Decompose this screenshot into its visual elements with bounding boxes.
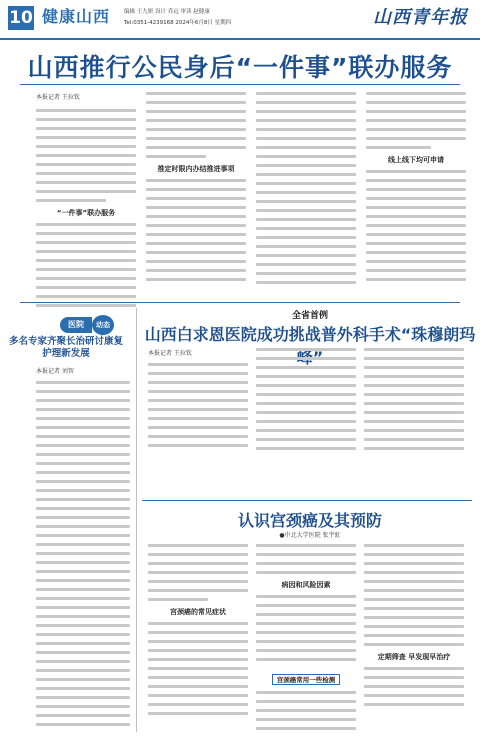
text-line — [36, 678, 130, 681]
editor-credits: 编辑 王九妍 设计 乔远 审读 赵健康 — [124, 9, 210, 15]
text-line — [364, 562, 464, 565]
text-line — [36, 426, 130, 429]
text-line — [366, 269, 466, 272]
text-line — [366, 179, 466, 182]
text-line — [36, 624, 130, 627]
text-line — [256, 571, 356, 574]
text-line — [146, 128, 246, 131]
text-line — [256, 709, 356, 712]
text-line — [364, 544, 464, 547]
text-line — [36, 286, 136, 289]
text-line — [256, 438, 356, 441]
text-line — [148, 390, 248, 393]
text-line — [256, 164, 356, 167]
article1-subhead-3: 线上线下均可申请 — [388, 156, 444, 164]
text-line — [364, 571, 464, 574]
text-line — [256, 254, 356, 257]
text-line — [256, 272, 356, 275]
text-line — [148, 408, 248, 411]
headline-rule — [20, 84, 460, 85]
text-line — [36, 633, 130, 636]
text-line — [366, 260, 466, 263]
text-line — [146, 233, 246, 236]
text-line — [36, 154, 136, 157]
text-line — [148, 426, 248, 429]
text-line — [148, 363, 248, 366]
text-line — [146, 155, 206, 158]
text-line — [366, 146, 431, 149]
text-line — [256, 411, 356, 414]
text-line — [256, 640, 356, 643]
article3-kicker: 全省首例 — [291, 311, 328, 321]
text-line — [36, 561, 130, 564]
text-line — [366, 233, 466, 236]
article4-col-1 — [148, 544, 248, 721]
text-line — [256, 236, 356, 239]
text-line — [36, 507, 130, 510]
text-line — [256, 200, 356, 203]
text-line — [146, 242, 246, 245]
article3-col-2 — [256, 348, 356, 456]
text-line — [364, 375, 464, 378]
text-line — [256, 348, 356, 351]
text-line — [36, 109, 136, 112]
text-line — [36, 277, 136, 280]
text-line — [364, 685, 464, 688]
text-line — [256, 375, 356, 378]
text-line — [36, 136, 136, 139]
article4-subhead-1: 宫颈癌的常见症状 — [170, 608, 226, 616]
text-line — [36, 606, 130, 609]
text-line — [146, 251, 246, 254]
text-line — [148, 622, 248, 625]
article1-col-2 — [146, 92, 246, 287]
text-line — [256, 553, 356, 556]
badge-label-right: 动态 — [92, 315, 114, 335]
text-line — [36, 417, 130, 420]
article1-col-1 — [36, 92, 136, 313]
article3-col-1 — [148, 348, 248, 453]
text-line — [148, 703, 248, 706]
text-line — [256, 595, 356, 598]
text-line — [256, 137, 356, 140]
page-header — [0, 0, 480, 40]
text-line — [364, 643, 464, 646]
text-line — [256, 182, 356, 185]
text-line — [36, 687, 130, 690]
text-line — [364, 357, 464, 360]
badge-label-left: 医院 — [60, 317, 92, 333]
text-line — [256, 263, 356, 266]
text-line — [146, 110, 246, 113]
text-line — [256, 128, 356, 131]
text-line — [36, 304, 136, 307]
text-line — [256, 393, 356, 396]
text-line — [36, 615, 130, 618]
text-line — [366, 242, 466, 245]
column-divider — [136, 308, 137, 732]
text-line — [36, 118, 136, 121]
text-line — [364, 703, 464, 706]
article3-byline: 本报记者 王拉钦 — [148, 350, 192, 357]
text-line — [148, 571, 248, 574]
article2-body — [36, 366, 130, 732]
text-line — [364, 348, 464, 351]
article4-boxed-subhead: 宫颈癌常用一些检测 — [272, 674, 341, 685]
text-line — [148, 372, 248, 375]
article4-headline: 认识宫颈癌及其预防 — [237, 511, 382, 530]
text-line — [366, 215, 466, 218]
text-line — [256, 631, 356, 634]
text-line — [36, 408, 130, 411]
text-line — [364, 589, 464, 592]
text-line — [366, 119, 466, 122]
headline-main: 山西推行公民身后“一件事”联办服务 — [27, 53, 453, 82]
text-line — [364, 616, 464, 619]
text-line — [148, 399, 248, 402]
text-line — [364, 580, 464, 583]
article1-subhead-1: “一件事”联办服务 — [56, 209, 116, 217]
text-line — [148, 580, 248, 583]
text-line — [256, 281, 356, 284]
article2-headline: 多名专家齐聚长治研讨康复护理新发展 — [8, 336, 123, 359]
text-line — [256, 544, 356, 547]
text-line — [148, 676, 248, 679]
text-line — [256, 718, 356, 721]
text-line — [366, 197, 466, 200]
text-line — [148, 553, 248, 556]
text-line — [146, 137, 246, 140]
text-line — [36, 399, 130, 402]
text-line — [366, 188, 466, 191]
text-line — [148, 694, 248, 697]
text-line — [256, 245, 356, 248]
text-line — [146, 269, 246, 272]
text-line — [148, 435, 248, 438]
text-line — [256, 604, 356, 607]
article3-headline: 山西白求恩医院成功挑战普外科手术“珠穆朗玛 — [144, 325, 476, 344]
text-line — [256, 700, 356, 703]
text-line — [146, 146, 246, 149]
text-line — [256, 119, 356, 122]
text-line — [36, 127, 136, 130]
text-line — [36, 579, 130, 582]
text-line — [256, 613, 356, 616]
article4-subhead-3: 定期筛查 早发现早治疗 — [377, 653, 451, 661]
text-line — [36, 489, 130, 492]
text-line — [256, 562, 356, 565]
text-line — [366, 92, 466, 95]
text-line — [364, 667, 464, 670]
hospital-news-badge — [60, 315, 124, 335]
text-line — [256, 622, 356, 625]
text-line — [36, 723, 130, 726]
text-line — [36, 570, 130, 573]
text-line — [148, 631, 248, 634]
text-line — [366, 110, 466, 113]
text-line — [36, 534, 130, 537]
text-line — [148, 658, 248, 661]
text-line — [36, 250, 136, 253]
text-line — [36, 660, 130, 663]
article1-subhead-2: 推定时限内办结推进事项 — [157, 165, 235, 173]
text-line — [366, 101, 466, 104]
text-line — [36, 444, 130, 447]
text-line — [36, 651, 130, 654]
boxed-subhead-wrap — [256, 667, 356, 686]
section-divider — [20, 302, 460, 303]
article4-subhead-2: 病因和风险因素 — [281, 581, 331, 589]
newspaper-masthead: 山西青年报 — [373, 7, 468, 28]
text-line — [36, 223, 136, 226]
text-line — [36, 172, 136, 175]
text-line — [256, 649, 356, 652]
text-line — [36, 390, 130, 393]
text-line — [146, 278, 246, 281]
text-line — [146, 224, 246, 227]
text-line — [256, 429, 356, 432]
article3-col-3 — [364, 348, 464, 456]
text-line — [36, 268, 136, 271]
text-line — [36, 199, 106, 202]
text-line — [148, 444, 248, 447]
issue-date-phone: Tel:0351-4239168 2024年6月8日 星期四 — [124, 20, 232, 26]
text-line — [148, 667, 248, 670]
text-line — [364, 694, 464, 697]
page-number: 10 — [9, 8, 33, 28]
text-line — [364, 553, 464, 556]
text-line — [366, 128, 466, 131]
text-line — [364, 366, 464, 369]
text-line — [366, 251, 466, 254]
text-line — [146, 179, 246, 182]
text-line — [256, 420, 356, 423]
text-line — [36, 498, 130, 501]
text-line — [36, 190, 136, 193]
section-title: 健康山西 — [42, 7, 111, 26]
text-line — [146, 197, 246, 200]
text-line — [36, 295, 136, 298]
text-line — [36, 381, 130, 384]
text-line — [256, 110, 356, 113]
text-line — [256, 218, 356, 221]
text-line — [256, 727, 356, 730]
text-line — [256, 658, 356, 661]
text-line — [366, 278, 466, 281]
text-line — [256, 366, 356, 369]
section-divider-2 — [142, 500, 472, 501]
text-line — [36, 543, 130, 546]
text-line — [148, 381, 248, 384]
article1-byline: 本报记者 王拉钦 — [36, 94, 80, 101]
text-line — [366, 224, 466, 227]
article2-byline: 本报记者 刘智 — [36, 368, 74, 375]
text-line — [148, 417, 248, 420]
text-line — [36, 232, 136, 235]
text-line — [36, 705, 130, 708]
text-line — [256, 101, 356, 104]
text-line — [36, 145, 136, 148]
text-line — [148, 640, 248, 643]
text-line — [36, 163, 136, 166]
text-line — [36, 471, 130, 474]
text-line — [366, 206, 466, 209]
text-line — [364, 420, 464, 423]
text-line — [148, 544, 248, 547]
text-line — [364, 384, 464, 387]
text-line — [146, 119, 246, 122]
text-line — [256, 191, 356, 194]
text-line — [36, 714, 130, 717]
text-line — [36, 516, 130, 519]
article1-col-4 — [366, 92, 466, 287]
text-line — [364, 393, 464, 396]
text-line — [256, 402, 356, 405]
text-line — [36, 669, 130, 672]
text-line — [36, 588, 130, 591]
text-line — [256, 92, 356, 95]
text-line — [36, 642, 130, 645]
text-line — [256, 384, 356, 387]
text-line — [364, 676, 464, 679]
text-line — [148, 562, 248, 565]
text-line — [256, 209, 356, 212]
text-line — [148, 685, 248, 688]
text-line — [364, 634, 464, 637]
text-line — [36, 181, 136, 184]
text-line — [364, 429, 464, 432]
text-line — [146, 188, 246, 191]
text-line — [256, 155, 356, 158]
text-line — [256, 227, 356, 230]
article4-col-2 — [256, 544, 356, 736]
text-line — [36, 597, 130, 600]
text-line — [148, 589, 248, 592]
text-line — [364, 447, 464, 450]
text-line — [146, 215, 246, 218]
text-line — [148, 649, 248, 652]
text-line — [256, 146, 356, 149]
text-line — [256, 691, 356, 694]
text-line — [364, 411, 464, 414]
text-line — [364, 598, 464, 601]
text-line — [36, 241, 136, 244]
text-line — [364, 438, 464, 441]
text-line — [146, 260, 246, 263]
article4-col-3 — [364, 544, 464, 712]
text-line — [146, 92, 246, 95]
text-line — [364, 607, 464, 610]
text-line — [36, 259, 136, 262]
article4-author: ●中北大学医院 张宇虹 — [279, 532, 341, 539]
text-line — [364, 402, 464, 405]
text-line — [366, 170, 466, 173]
text-line — [36, 453, 130, 456]
text-line — [256, 447, 356, 450]
text-line — [36, 435, 130, 438]
text-line — [364, 625, 464, 628]
text-line — [36, 552, 130, 555]
text-line — [366, 137, 466, 140]
text-line — [36, 696, 130, 699]
text-line — [36, 525, 130, 528]
text-line — [36, 462, 130, 465]
text-line — [256, 357, 356, 360]
text-line — [146, 206, 246, 209]
text-line — [256, 173, 356, 176]
text-line — [148, 712, 248, 715]
article1-col-3 — [256, 92, 356, 290]
text-line — [148, 598, 208, 601]
text-line — [146, 101, 246, 104]
text-line — [36, 480, 130, 483]
